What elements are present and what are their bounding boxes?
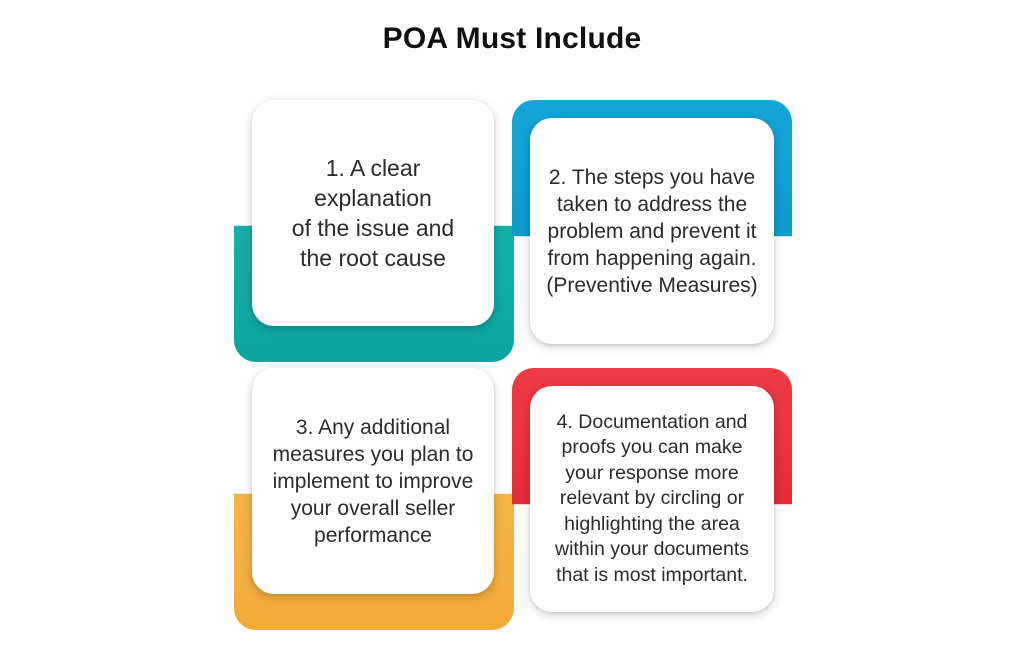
diagram-title: POA Must Include: [382, 22, 642, 55]
item-2-card: [530, 118, 774, 344]
item-2-text: 2. The steps you have taken to address the problem and prevent it from happening again. (Preventive Measures): [546, 165, 758, 297]
item-1-text: 1. A clear explanation of the issue and the root cause: [291, 155, 455, 271]
item-3-block: [234, 368, 514, 630]
item-3-card: [252, 368, 494, 594]
item-4-block: [512, 368, 792, 630]
item-3-text: 3. Any additional measures you plan to implement to improve your overall seller performance: [272, 415, 474, 547]
item-1-block: [234, 100, 514, 362]
item-1-card: [252, 100, 494, 326]
item-4-card: [530, 386, 774, 612]
item-4-text: 4. Documentation and proofs you can make your response more relevant by circling or highlighting the area within your documents that is most important.: [554, 410, 749, 586]
item-2-block: [512, 100, 792, 362]
